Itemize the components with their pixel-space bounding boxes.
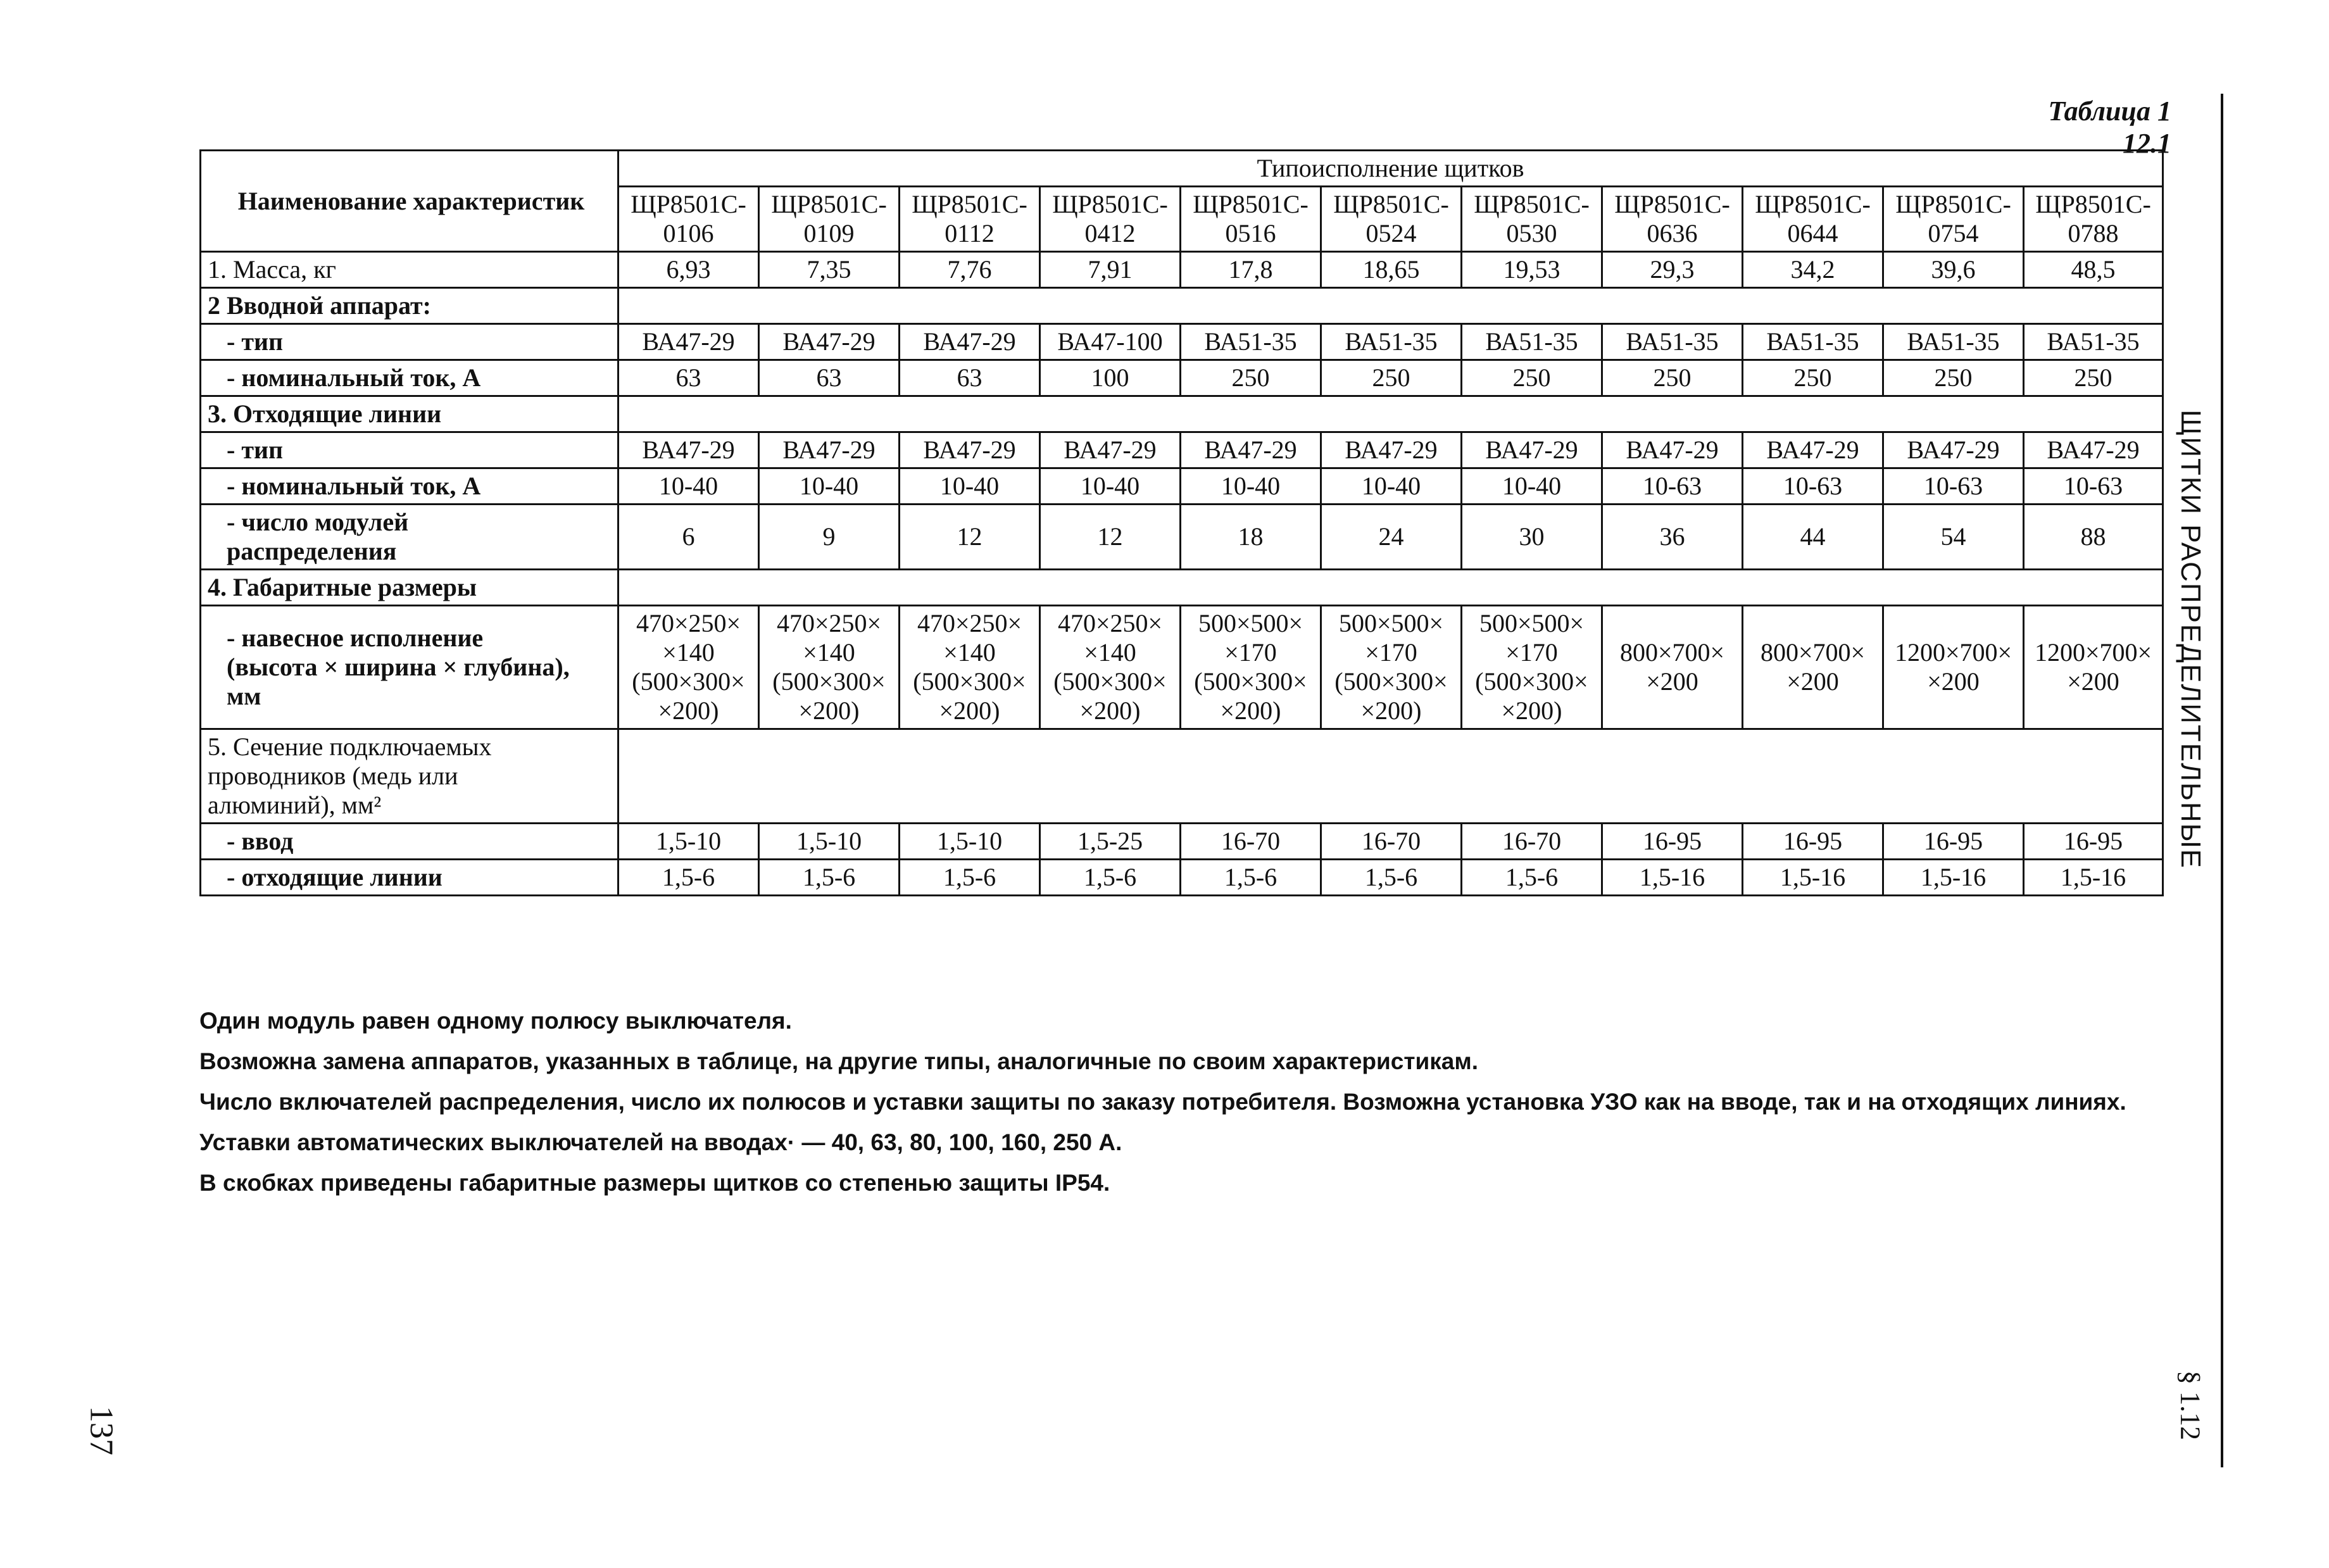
row-dims-section-label-text: 4. Габаритные размеры xyxy=(208,573,477,601)
table-cell xyxy=(1040,606,1181,729)
dims-line: (500×300× xyxy=(1194,667,1307,696)
row-mass xyxy=(201,252,2163,288)
dims-line: (500×300× xyxy=(913,667,1026,696)
table-cell: ВА47-29 xyxy=(618,324,759,360)
row-wire-out xyxy=(201,860,2163,896)
model-header xyxy=(1181,187,1321,252)
table-cell: 10-63 xyxy=(1602,468,1743,505)
table-cell: 1,5-16 xyxy=(1883,860,2024,896)
table-cell: 250 xyxy=(2024,360,2163,396)
table-cell: 16-70 xyxy=(1321,824,1462,860)
section-spacer xyxy=(618,288,2163,324)
row-out-type-label xyxy=(201,432,618,468)
dims-line: (500×300× xyxy=(632,667,745,696)
row-out-section-label-text: 3. Отходящие линии xyxy=(208,399,442,428)
dims-line: ×200 xyxy=(1646,667,1698,696)
model-code: 0524 xyxy=(1365,219,1417,248)
dims-line: 500×500× xyxy=(1479,609,1585,637)
model-header xyxy=(759,187,900,252)
table-cell: 10-40 xyxy=(1321,468,1462,505)
table-cell: ВА51-35 xyxy=(1321,324,1462,360)
table-cell: ВА51-35 xyxy=(2024,324,2163,360)
table-cell: 19,53 xyxy=(1462,252,1602,288)
table-cell: ВА51-35 xyxy=(1462,324,1602,360)
dims-line: (500×300× xyxy=(772,667,886,696)
table-cell: ВА47-29 xyxy=(1602,432,1743,468)
table-cell: 88 xyxy=(2024,505,2163,570)
table-cell: ВА47-29 xyxy=(1743,432,1883,468)
table-cell: ВА51-35 xyxy=(1743,324,1883,360)
row-out-section xyxy=(201,396,2163,432)
dims-line: ×200) xyxy=(939,696,1000,725)
row-input-section-label xyxy=(201,288,618,324)
table-cell: 10-63 xyxy=(1883,468,2024,505)
table-cell: 1,5-10 xyxy=(759,824,900,860)
table-cell: 10-63 xyxy=(2024,468,2163,505)
table-cell: 16-95 xyxy=(1743,824,1883,860)
model-series: ЩР8501С- xyxy=(631,190,746,218)
row-input-current-label-text: - номинальный ток, А xyxy=(227,363,481,392)
table-cell: 1,5-16 xyxy=(1743,860,1883,896)
row-dims-label-text: - навесное исполнение xyxy=(227,624,484,652)
dims-line: ×140 xyxy=(803,638,855,667)
table-cell: 24 xyxy=(1321,505,1462,570)
row-wire-section-label xyxy=(201,729,618,824)
model-code: 0530 xyxy=(1506,219,1557,248)
table-cell: 9 xyxy=(759,505,900,570)
table-cell: 44 xyxy=(1743,505,1883,570)
model-code: 0644 xyxy=(1787,219,1838,248)
row-dims-section xyxy=(201,570,2163,606)
dims-line: (500×300× xyxy=(1053,667,1167,696)
dims-line: 470×250× xyxy=(636,609,741,637)
dims-line: ×200) xyxy=(798,696,860,725)
table-cell: 1,5-6 xyxy=(1462,860,1602,896)
row-out-current xyxy=(201,468,2163,505)
table-cell: 100 xyxy=(1040,360,1181,396)
row-dims-label xyxy=(201,606,618,729)
table-cell: 63 xyxy=(618,360,759,396)
model-header xyxy=(618,187,759,252)
dims-line: ×170 xyxy=(1505,638,1558,667)
row-out-modules xyxy=(201,505,2163,570)
table-cell: 30 xyxy=(1462,505,1602,570)
row-wire-section xyxy=(201,729,2163,824)
table-cell: 63 xyxy=(900,360,1040,396)
table-cell: 1,5-10 xyxy=(618,824,759,860)
table-cell: ВА47-100 xyxy=(1040,324,1181,360)
model-header xyxy=(1602,187,1743,252)
row-dims xyxy=(201,606,2163,729)
model-series: ЩР8501С- xyxy=(912,190,1027,218)
table-cell: 39,6 xyxy=(1883,252,2024,288)
dims-line: ×200 xyxy=(1927,667,1980,696)
table-cell: ВА47-29 xyxy=(1181,432,1321,468)
page-number: 137 xyxy=(83,1406,120,1455)
table-cell xyxy=(1602,606,1743,729)
section-spacer xyxy=(618,570,2163,606)
row-out-type-label-text: - тип xyxy=(227,436,284,464)
table-cell: 1,5-16 xyxy=(1602,860,1743,896)
model-header xyxy=(1743,187,1883,252)
table-cell: 1,5-6 xyxy=(1181,860,1321,896)
table-cell: 1,5-25 xyxy=(1040,824,1181,860)
row-dims-label-text: (высота × ширина × глубина), xyxy=(227,653,570,681)
note-4: Уставки автоматических выключателей на вводах· — 40, 63, 80, 100, 160, 250 А. xyxy=(199,1129,1122,1155)
dims-line: ×200) xyxy=(1079,696,1141,725)
model-header xyxy=(1883,187,2024,252)
model-series: ЩР8501С- xyxy=(1895,190,2011,218)
table-cell: 1,5-16 xyxy=(2024,860,2163,896)
table-caption: Таблица 1 12.1 xyxy=(2048,96,2171,159)
dims-line: ×200 xyxy=(2067,667,2119,696)
row-input-current-label xyxy=(201,360,618,396)
model-series: ЩР8501С- xyxy=(1193,190,1309,218)
table-cell: 16-95 xyxy=(2024,824,2163,860)
model-header xyxy=(2024,187,2163,252)
row-out-type xyxy=(201,432,2163,468)
row-out-modules-label xyxy=(201,505,618,570)
table-cell: 16-95 xyxy=(1602,824,1743,860)
dims-line: 500×500× xyxy=(1198,609,1303,637)
row-out-current-label-text: - номинальный ток, А xyxy=(227,472,481,500)
row-mass-label xyxy=(201,252,618,288)
dims-line: ×140 xyxy=(1084,638,1136,667)
side-divider xyxy=(2221,94,2223,1467)
table-cell: 10-40 xyxy=(1181,468,1321,505)
row-out-section-label xyxy=(201,396,618,432)
dims-line: ×140 xyxy=(662,638,715,667)
row-input-type xyxy=(201,324,2163,360)
table-cell: 36 xyxy=(1602,505,1743,570)
table-cell xyxy=(618,606,759,729)
side-chapter-title: ЩИТКИ РАСПРЕДЕЛИТЕЛЬНЫЕ xyxy=(2175,410,2206,869)
model-header xyxy=(1321,187,1462,252)
dims-line: 800×700× xyxy=(1619,638,1725,667)
header-row-1 xyxy=(201,151,2163,187)
table-cell: 10-40 xyxy=(1462,468,1602,505)
table-cell: ВА47-29 xyxy=(900,432,1040,468)
spec-table xyxy=(199,149,2164,896)
model-code: 0112 xyxy=(945,219,995,248)
table-cell: ВА51-35 xyxy=(1181,324,1321,360)
dims-line: 1200×700× xyxy=(2034,638,2152,667)
row-input-section-label-text: 2 Вводной аппарат: xyxy=(208,291,431,320)
table-cell: 18,65 xyxy=(1321,252,1462,288)
table-cell xyxy=(1883,606,2024,729)
table-cell: 34,2 xyxy=(1743,252,1883,288)
model-series: ЩР8501С- xyxy=(1333,190,1449,218)
table-cell: 16-95 xyxy=(1883,824,2024,860)
section-spacer xyxy=(618,729,2163,824)
table-cell xyxy=(759,606,900,729)
note-3: Число включателей распределения, число их полюсов и уставки защиты по заказу потребителя. Возможна установка УЗО как на вводе, так и на отходящих линиях. xyxy=(199,1089,2126,1115)
table-cell: 54 xyxy=(1883,505,2024,570)
table-cell: 12 xyxy=(900,505,1040,570)
table-cell: 1,5-6 xyxy=(900,860,1040,896)
table-cell: 1,5-6 xyxy=(1321,860,1462,896)
table-cell xyxy=(1743,606,1883,729)
table-cell: 6,93 xyxy=(618,252,759,288)
row-out-current-label xyxy=(201,468,618,505)
table-cell xyxy=(900,606,1040,729)
dims-line: ×140 xyxy=(943,638,996,667)
dims-line: (500×300× xyxy=(1334,667,1448,696)
table-cell xyxy=(1181,606,1321,729)
table-cell: ВА47-29 xyxy=(1040,432,1181,468)
table-cell: ВА47-29 xyxy=(759,432,900,468)
note-5: В скобках приведены габаритные размеры щитков со степенью защиты IP54. xyxy=(199,1170,1110,1196)
group-header: Типоисполнение щитков xyxy=(618,151,2163,187)
row-wire-section-label-text: алюминий), мм² xyxy=(208,791,382,819)
model-series: ЩР8501С- xyxy=(771,190,887,218)
table-cell: ВА47-29 xyxy=(759,324,900,360)
model-code: 0516 xyxy=(1225,219,1276,248)
model-series: ЩР8501С- xyxy=(2035,190,2151,218)
table-cell: ВА47-29 xyxy=(1462,432,1602,468)
dims-line: 470×250× xyxy=(776,609,882,637)
row-wire-in-label-text: - ввод xyxy=(227,827,294,855)
spec-table-wrapper xyxy=(199,149,2162,896)
table-cell xyxy=(1321,606,1462,729)
row-out-modules-label-text: распределения xyxy=(227,537,397,565)
col-header-characteristics: Наименование характеристик xyxy=(201,151,618,252)
dims-line: 800×700× xyxy=(1760,638,1866,667)
row-wire-in-label xyxy=(201,824,618,860)
dims-line: (500×300× xyxy=(1475,667,1588,696)
model-series: ЩР8501С- xyxy=(1474,190,1590,218)
table-cell: ВА47-29 xyxy=(1321,432,1462,468)
note-1: Один модуль равен одному полюсу выключателя. xyxy=(199,1008,792,1034)
dims-line: 1200×700× xyxy=(1894,638,2012,667)
table-cell: ВА51-35 xyxy=(1883,324,2024,360)
row-wire-section-label-text: проводников (медь или xyxy=(208,762,458,790)
dims-line: ×200) xyxy=(1220,696,1281,725)
model-series: ЩР8501С- xyxy=(1755,190,1871,218)
table-cell: 10-63 xyxy=(1743,468,1883,505)
row-input-current xyxy=(201,360,2163,396)
table-cell: 18 xyxy=(1181,505,1321,570)
table-cell: 10-40 xyxy=(759,468,900,505)
model-code: 0636 xyxy=(1647,219,1698,248)
table-cell: 250 xyxy=(1602,360,1743,396)
table-cell: 16-70 xyxy=(1462,824,1602,860)
table-cell: 17,8 xyxy=(1181,252,1321,288)
table-cell: ВА47-29 xyxy=(1883,432,2024,468)
table-cell: 7,91 xyxy=(1040,252,1181,288)
section-spacer xyxy=(618,396,2163,432)
model-code: 0106 xyxy=(663,219,714,248)
table-cell: 7,35 xyxy=(759,252,900,288)
dims-line: ×200) xyxy=(658,696,719,725)
dims-line: ×200) xyxy=(1501,696,1562,725)
table-cell: 48,5 xyxy=(2024,252,2163,288)
model-header xyxy=(1040,187,1181,252)
table-cell: 250 xyxy=(1743,360,1883,396)
notes-block xyxy=(199,1007,2162,1209)
dims-line: 470×250× xyxy=(1057,609,1163,637)
note-2: Возможна замена аппаратов, указанных в таблице, на другие типы, аналогичные по своим характеристикам. xyxy=(199,1048,1478,1074)
row-wire-out-label xyxy=(201,860,618,896)
row-wire-out-label-text: - отходящие линии xyxy=(227,863,443,891)
table-cell: 10-40 xyxy=(900,468,1040,505)
dims-line: 500×500× xyxy=(1338,609,1444,637)
table-cell: 1,5-6 xyxy=(618,860,759,896)
table-cell: 12 xyxy=(1040,505,1181,570)
table-cell: 250 xyxy=(1181,360,1321,396)
table-cell: ВА47-29 xyxy=(618,432,759,468)
dims-line: ×170 xyxy=(1224,638,1277,667)
model-series: ЩР8501С- xyxy=(1052,190,1168,218)
table-cell: 1,5-10 xyxy=(900,824,1040,860)
table-cell: ВА47-29 xyxy=(900,324,1040,360)
table-cell: 1,5-6 xyxy=(1040,860,1181,896)
row-input-section xyxy=(201,288,2163,324)
table-cell: 16-70 xyxy=(1181,824,1321,860)
table-cell: 250 xyxy=(1462,360,1602,396)
row-wire-section-label-text: 5. Сечение подключаемых xyxy=(208,732,492,761)
table-cell xyxy=(1462,606,1602,729)
dims-line: 470×250× xyxy=(917,609,1022,637)
table-cell xyxy=(2024,606,2163,729)
dims-line: ×200 xyxy=(1786,667,1839,696)
table-cell: 63 xyxy=(759,360,900,396)
table-cell: 10-40 xyxy=(1040,468,1181,505)
model-code: 0788 xyxy=(2068,219,2119,248)
row-dims-section-label xyxy=(201,570,618,606)
table-cell: ВА51-35 xyxy=(1602,324,1743,360)
row-wire-in xyxy=(201,824,2163,860)
row-input-type-label xyxy=(201,324,618,360)
table-cell: ВА47-29 xyxy=(2024,432,2163,468)
row-input-type-label-text: - тип xyxy=(227,327,284,356)
model-header xyxy=(900,187,1040,252)
model-header xyxy=(1462,187,1602,252)
row-out-modules-label-text: - число модулей xyxy=(227,508,409,536)
side-section-number: § 1.12 xyxy=(2175,1370,2206,1440)
table-cell: 7,76 xyxy=(900,252,1040,288)
table-cell: 250 xyxy=(1883,360,2024,396)
model-series: ЩР8501С- xyxy=(1614,190,1730,218)
table-cell: 6 xyxy=(618,505,759,570)
table-cell: 29,3 xyxy=(1602,252,1743,288)
model-code: 0412 xyxy=(1084,219,1136,248)
table-cell: 10-40 xyxy=(618,468,759,505)
dims-line: ×170 xyxy=(1365,638,1417,667)
model-code: 0109 xyxy=(803,219,855,248)
table-cell: 250 xyxy=(1321,360,1462,396)
row-dims-label-text: мм xyxy=(227,682,261,710)
row-mass-label-text: 1. Масса, кг xyxy=(208,255,336,284)
model-code: 0754 xyxy=(1928,219,1979,248)
table-cell: 1,5-6 xyxy=(759,860,900,896)
dims-line: ×200) xyxy=(1360,696,1422,725)
